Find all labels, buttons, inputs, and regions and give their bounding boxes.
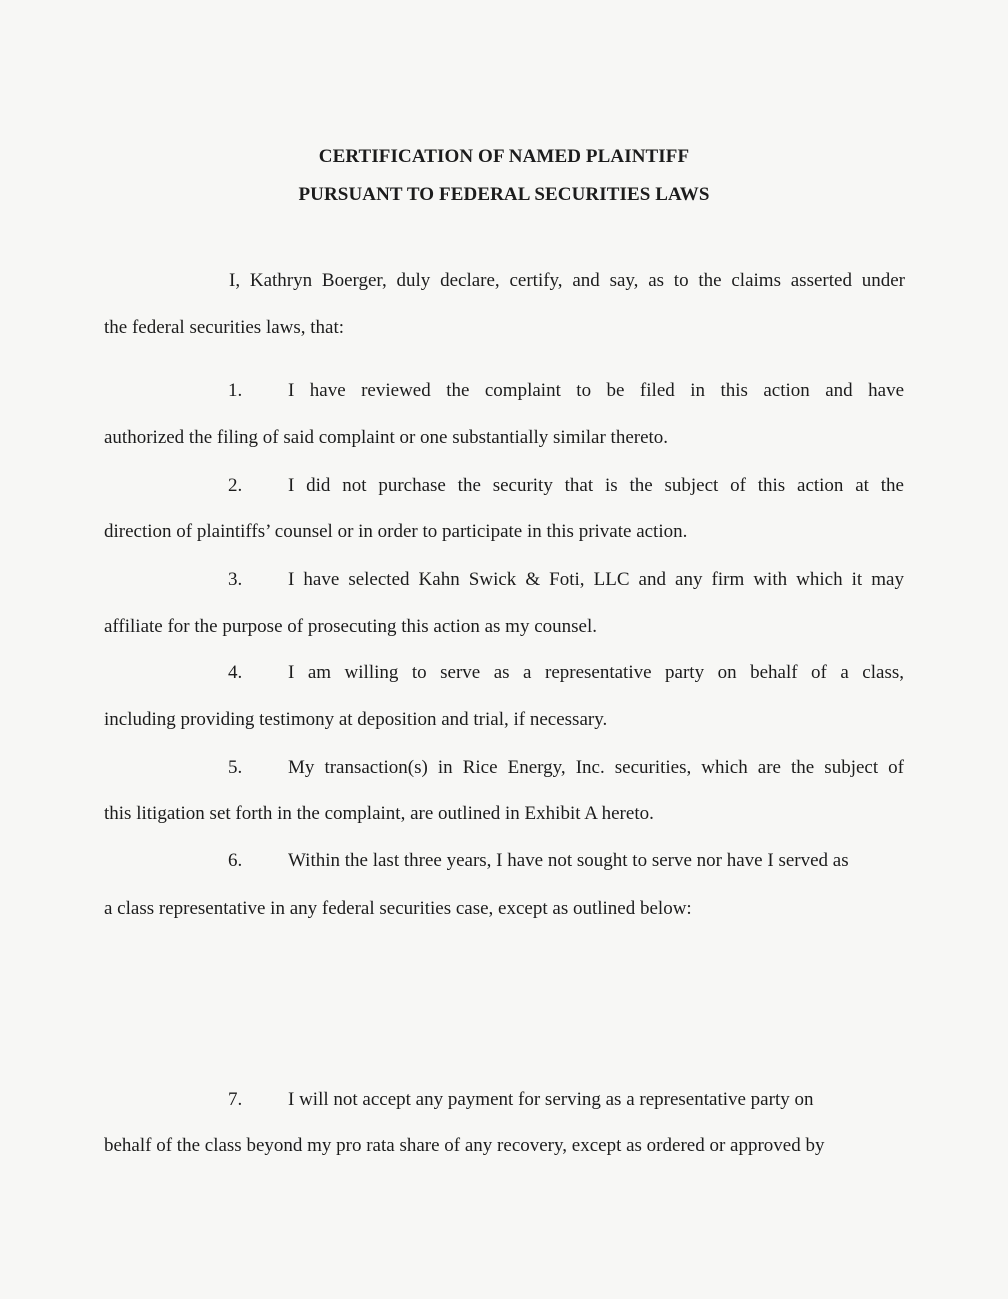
item-line: Within the last three years, I have not sought to serve nor have I served as bbox=[288, 850, 849, 871]
item-number: 5. bbox=[228, 757, 243, 778]
item-line: I have reviewed the complaint to be filed in this action and have bbox=[288, 380, 904, 401]
item-line: I did not purchase the security that is the subject of this action at the bbox=[288, 475, 904, 496]
item-number: 6. bbox=[228, 850, 243, 871]
document-title-line-1: CERTIFICATION OF NAMED PLAINTIFF bbox=[318, 146, 690, 167]
intro-line-1: I, Kathryn Boerger, duly declare, certify, and say, as to the claims asserted under bbox=[229, 270, 905, 291]
item-line: I am willing to serve as a representative party on behalf of a class, bbox=[288, 662, 904, 683]
item-line: My transaction(s) in Rice Energy, Inc. securities, which are the subject of bbox=[288, 757, 904, 778]
item-line: affiliate for the purpose of prosecuting this action as my counsel. bbox=[104, 616, 597, 637]
item-line: direction of plaintiffs’ counsel or in order to participate in this private action. bbox=[104, 521, 688, 542]
item-number: 2. bbox=[228, 475, 243, 496]
item-line: this litigation set forth in the complaint, are outlined in Exhibit A hereto. bbox=[104, 803, 654, 824]
item-number: 3. bbox=[228, 569, 243, 590]
item-number: 1. bbox=[228, 380, 243, 401]
item-line: including providing testimony at deposition and trial, if necessary. bbox=[104, 709, 608, 730]
item-line: authorized the filing of said complaint or one substantially similar thereto. bbox=[104, 427, 669, 448]
item-line: behalf of the class beyond my pro rata share of any recovery, except as ordered or approved by bbox=[104, 1135, 825, 1156]
intro-line-2: the federal securities laws, that: bbox=[104, 317, 345, 338]
item-line: I have selected Kahn Swick & Foti, LLC and any firm with which it may bbox=[288, 569, 904, 590]
item-line: I will not accept any payment for serving as a representative party on bbox=[288, 1089, 814, 1110]
item-line: a class representative in any federal securities case, except as outlined below: bbox=[104, 898, 692, 919]
item-number: 7. bbox=[228, 1089, 243, 1110]
item-number: 4. bbox=[228, 662, 243, 683]
document-title-line-2: PURSUANT TO FEDERAL SECURITIES LAWS bbox=[298, 184, 710, 205]
